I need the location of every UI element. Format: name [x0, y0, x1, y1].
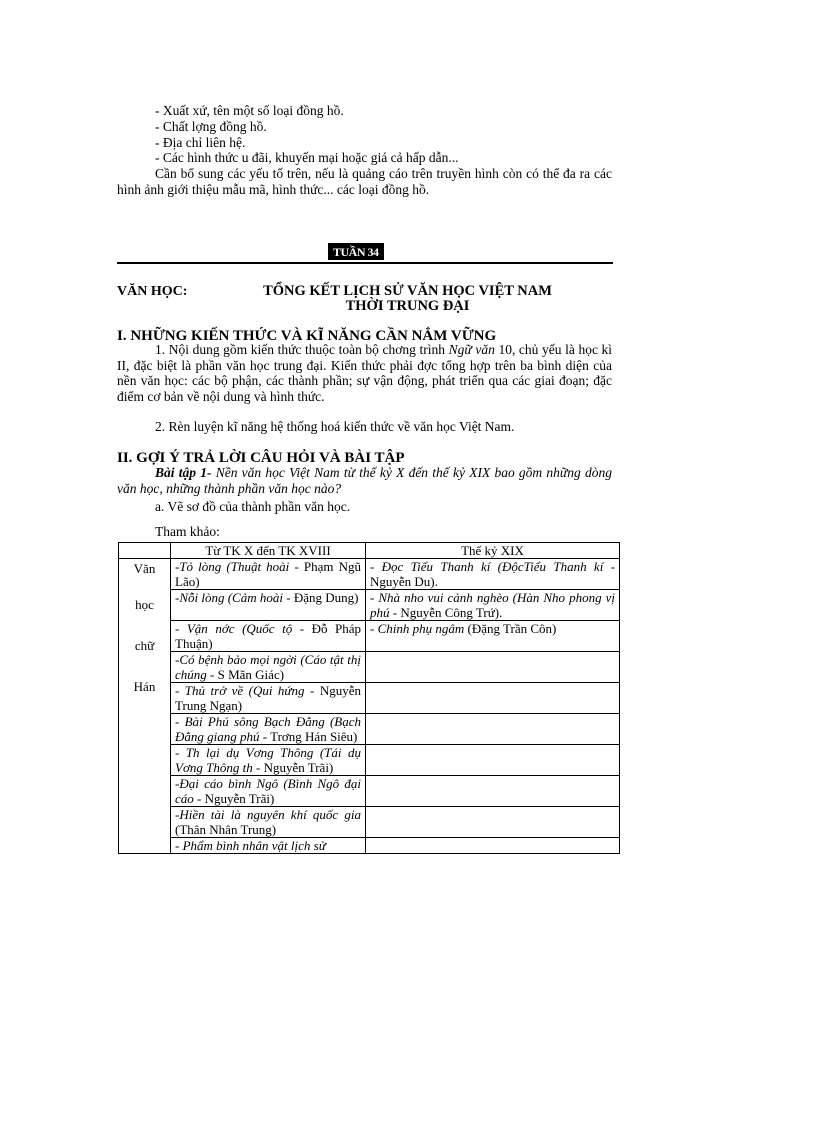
work-cell — [366, 559, 620, 590]
work-cell — [366, 590, 620, 621]
table-row — [119, 621, 620, 652]
literature-table — [118, 542, 620, 854]
work-cell — [366, 683, 620, 714]
work-author: - S Mãn Giác) — [210, 667, 285, 682]
intro-list-item-1: - Xuất xứ, tên một số loại đồng hồ. — [155, 103, 344, 118]
work-author: - Đỗ Pháp Thuận) — [175, 621, 362, 651]
work-title: - Phẩm bình nhân vật lịch sử — [175, 838, 326, 853]
work-author: (Đặng Trần Côn) — [467, 621, 557, 636]
section-1-p1-text-b: 10, chủ yếu là học kì II, đặc biệt là phần văn học trung đại. Kiến thức phải đợc tổng hợp trên ba bình diện của nền văn học: các bộ phận, các thành phần; sự vận động, phát triển qua các giai đoạn; đặc điểm cơ bản về nội dung và hình thức. — [117, 342, 613, 404]
table-row — [119, 776, 620, 807]
table-row — [119, 807, 620, 838]
category-line-4: Hán — [133, 679, 156, 694]
work-title: - Đọc Tiểu Thanh kí (ĐộcTiểu Thanh kí — [370, 559, 604, 574]
intro-list-item-4: - Các hình thức u đãi, khuyến mại hoặc giá cả hấp dẫn... — [155, 150, 459, 165]
work-author: - Đặng Dung) — [286, 590, 359, 605]
work-title: - Nhà nho vui cảnh nghèo (Hàn Nho phong vị phú — [370, 590, 615, 620]
table-row — [119, 683, 620, 714]
lesson-title-line-2: THỜI TRUNG ĐẠI — [345, 298, 470, 314]
exercise-label: Bài tập 1- — [155, 465, 212, 480]
work-author: - Nguyễn Trung Ngạn) — [175, 683, 361, 713]
work-title: -Hiền tài là nguyên khí quốc gia — [175, 807, 361, 822]
work-title: - Vận nớc (Quốc tộ — [175, 621, 293, 636]
table-row — [119, 590, 620, 621]
work-title: - Bài Phú sông Bạch Đằng (Bạch Đằng giang phú — [175, 714, 361, 744]
work-cell — [366, 838, 620, 854]
work-author: - Nguyễn Du). — [370, 559, 615, 589]
work-author: (Thân Nhân Trung) — [175, 822, 277, 837]
work-cell — [171, 838, 366, 854]
category-line-3: chữ — [134, 638, 155, 653]
work-author: - Trơng Hán Siêu) — [262, 729, 358, 744]
work-cell — [171, 683, 366, 714]
work-title: -Có bệnh bảo mọi ngời (Cáo tật thị chúng — [175, 652, 361, 682]
work-author: - Nguyễn Công Trứ). — [392, 605, 503, 620]
lesson-title-line-1: TỔNG KẾT LỊCH SỬ VĂN HỌC VIỆT NAM — [263, 283, 552, 299]
row-category-label — [119, 559, 171, 854]
table-header-row — [119, 543, 620, 559]
work-cell — [171, 776, 366, 807]
work-author: - Nguyễn Trãi) — [197, 791, 275, 806]
section-1-heading: I. NHỮNG KIẾN THỨC VÀ KĨ NĂNG CẦN NẮM VỮNG — [117, 328, 497, 344]
work-cell — [171, 807, 366, 838]
section-1-paragraph-2 — [117, 419, 612, 435]
work-cell — [171, 652, 366, 683]
section-2-heading: II. GỢI Ý TRẢ LỜI CÂU HỎI VÀ BÀI TẬP — [117, 450, 405, 466]
section-1-paragraph-1 — [117, 342, 612, 404]
table-header-period-1: Từ TK X đến TK XVIII — [171, 543, 366, 559]
table-row — [119, 838, 620, 854]
work-author: - Phạm Ngũ Lão) — [175, 559, 361, 589]
work-cell — [366, 652, 620, 683]
work-cell — [171, 621, 366, 652]
work-cell — [366, 714, 620, 745]
lesson-title — [245, 284, 570, 314]
subject-label: VĂN HỌC: — [117, 284, 188, 299]
category-line-1: Văn — [133, 561, 156, 576]
exercise-1 — [117, 465, 612, 496]
section-1-p2-text: 2. Rèn luyện kĩ năng hệ thống hoá kiến thức về văn học Việt Nam. — [155, 419, 515, 434]
work-title: -Đại cáo bình Ngô (Bình Ngô đại cáo — [175, 776, 361, 806]
table-row — [119, 714, 620, 745]
table-header-empty — [119, 543, 171, 559]
intro-paragraph — [117, 166, 612, 197]
table-header-period-2: Thế kỷ XIX — [366, 543, 620, 559]
work-cell — [171, 590, 366, 621]
work-title: -Nỗi lòng (Cảm hoài — [175, 590, 283, 605]
work-cell — [171, 745, 366, 776]
work-title: - Thủ trở về (Qui hứng — [175, 683, 305, 698]
exercise-part-a: a. Vẽ sơ đồ của thành phần văn học. — [155, 499, 351, 514]
table-row — [119, 652, 620, 683]
section-1-p1-text-a: 1. Nội dung gồm kiến thức thuộc toàn bộ chơng trình — [155, 342, 446, 357]
work-cell — [366, 807, 620, 838]
work-cell — [366, 621, 620, 652]
work-cell — [366, 776, 620, 807]
table-row — [119, 559, 620, 590]
work-title: - Chinh phụ ngâm — [370, 621, 465, 636]
exercise-question: Nền văn học Việt Nam từ thế kỷ X đến thế kỷ XIX bao gồm những dòng văn học, những thành phần văn học nào? — [117, 465, 612, 496]
intro-list-item-3: - Địa chỉ liên hệ. — [155, 135, 246, 150]
work-cell — [171, 714, 366, 745]
reference-label: Tham khảo: — [155, 524, 220, 539]
work-cell — [171, 559, 366, 590]
table-row — [119, 745, 620, 776]
header-divider — [117, 262, 613, 264]
intro-list-item-2: - Chất lợng đồng hồ. — [155, 119, 267, 134]
work-author: - Nguyễn Trãi) — [255, 760, 334, 775]
category-line-2: học — [135, 597, 154, 612]
week-badge: TUẦN 34 — [328, 243, 384, 260]
work-cell — [366, 745, 620, 776]
work-title: - Th lại dụ Vơng Thông (Tái dụ Vơng Thông th — [175, 745, 361, 775]
book-title: Ngữ văn — [448, 342, 495, 357]
work-title: -Tỏ lòng (Thuật hoài — [175, 559, 290, 574]
intro-paragraph-text: Cần bổ sung các yếu tố trên, nếu là quảng cáo trên truyền hình còn có thể đa ra các hình ảnh giới thiệu mẫu mã, hình thức... các loại đồng hồ. — [117, 166, 612, 197]
